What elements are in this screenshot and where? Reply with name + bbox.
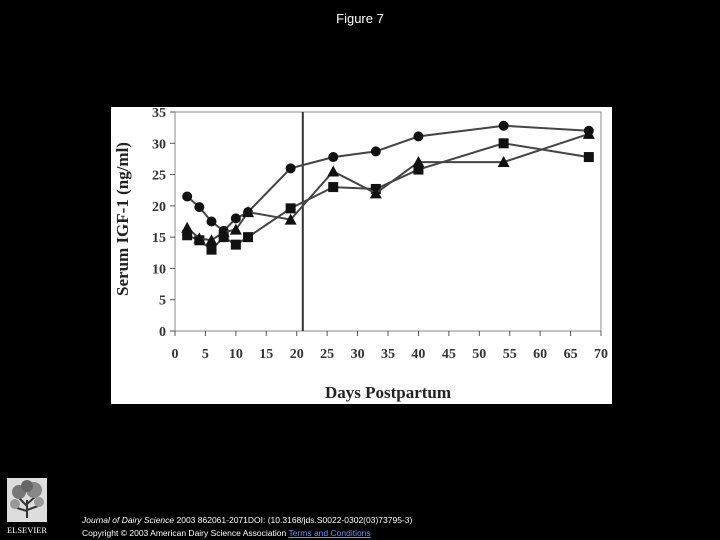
x-tick-label: 65 (563, 347, 578, 362)
x-tick-label: 10 (228, 347, 243, 362)
y-tick-label: 20 (152, 199, 166, 215)
x-tick-label: 40 (411, 347, 426, 362)
data-point-circle (207, 217, 217, 227)
y-tick-label: 5 (159, 293, 166, 309)
data-point-square (584, 152, 594, 162)
data-point-circle (328, 152, 338, 162)
copyright-line (82, 527, 412, 540)
data-point-circle (413, 131, 423, 141)
x-tick-label: 35 (381, 347, 395, 362)
serum-igf1-line-chart (111, 107, 612, 404)
x-tick-label: 45 (441, 347, 456, 362)
terms-and-conditions-link[interactable]: Terms and Conditions (288, 528, 371, 538)
x-tick-label: 50 (472, 347, 487, 362)
data-point-square (499, 138, 509, 148)
y-tick-label: 10 (152, 262, 166, 278)
data-point-circle (286, 163, 296, 173)
doi-citation: 2003 862061-2071DOI: (10.3168/jds.S0022-0302(03)73795-3) (174, 515, 413, 525)
y-axis-label: Serum IGF-1 (ng/ml) (113, 142, 132, 296)
data-point-triangle (181, 222, 193, 233)
x-tick-label: 60 (533, 347, 548, 362)
y-tick-label: 30 (152, 137, 166, 153)
data-point-circle (194, 202, 204, 212)
x-tick-label: 5 (201, 347, 209, 362)
data-point-circle (231, 213, 241, 223)
series-line-triangle (187, 134, 589, 240)
y-tick-label: 25 (152, 168, 166, 184)
y-tick-label: 15 (152, 231, 166, 247)
x-tick-label: 70 (594, 347, 608, 362)
journal-name: Journal of Dairy Science (82, 515, 175, 525)
chart-panel (111, 107, 612, 404)
data-point-square (243, 232, 253, 242)
x-tick-label: 15 (259, 347, 274, 362)
data-point-square (207, 245, 217, 255)
data-point-circle (499, 121, 509, 131)
elsevier-logo-text: ELSEVIER (7, 525, 47, 535)
copyright-text: Copyright © 2003 American Dairy Science Association (82, 528, 287, 538)
x-tick-label: 55 (502, 347, 517, 362)
x-tick-label: 25 (320, 347, 335, 362)
x-tick-label: 0 (171, 347, 179, 362)
y-tick-label: 0 (159, 325, 166, 340)
x-tick-label: 30 (350, 347, 365, 362)
data-point-square (231, 240, 241, 250)
y-tick-label: 35 (152, 107, 166, 121)
x-axis-label: Days Postpartum (324, 383, 452, 402)
data-point-circle (371, 146, 381, 156)
data-point-square (328, 182, 338, 192)
figure-title: Figure 7 (336, 11, 384, 26)
data-point-square (286, 203, 296, 213)
elsevier-tree-icon (7, 478, 47, 536)
data-point-circle (182, 191, 192, 201)
x-tick-label: 20 (289, 347, 304, 362)
footer (82, 514, 412, 540)
citation-line (82, 514, 412, 527)
data-point-triangle (327, 165, 339, 176)
